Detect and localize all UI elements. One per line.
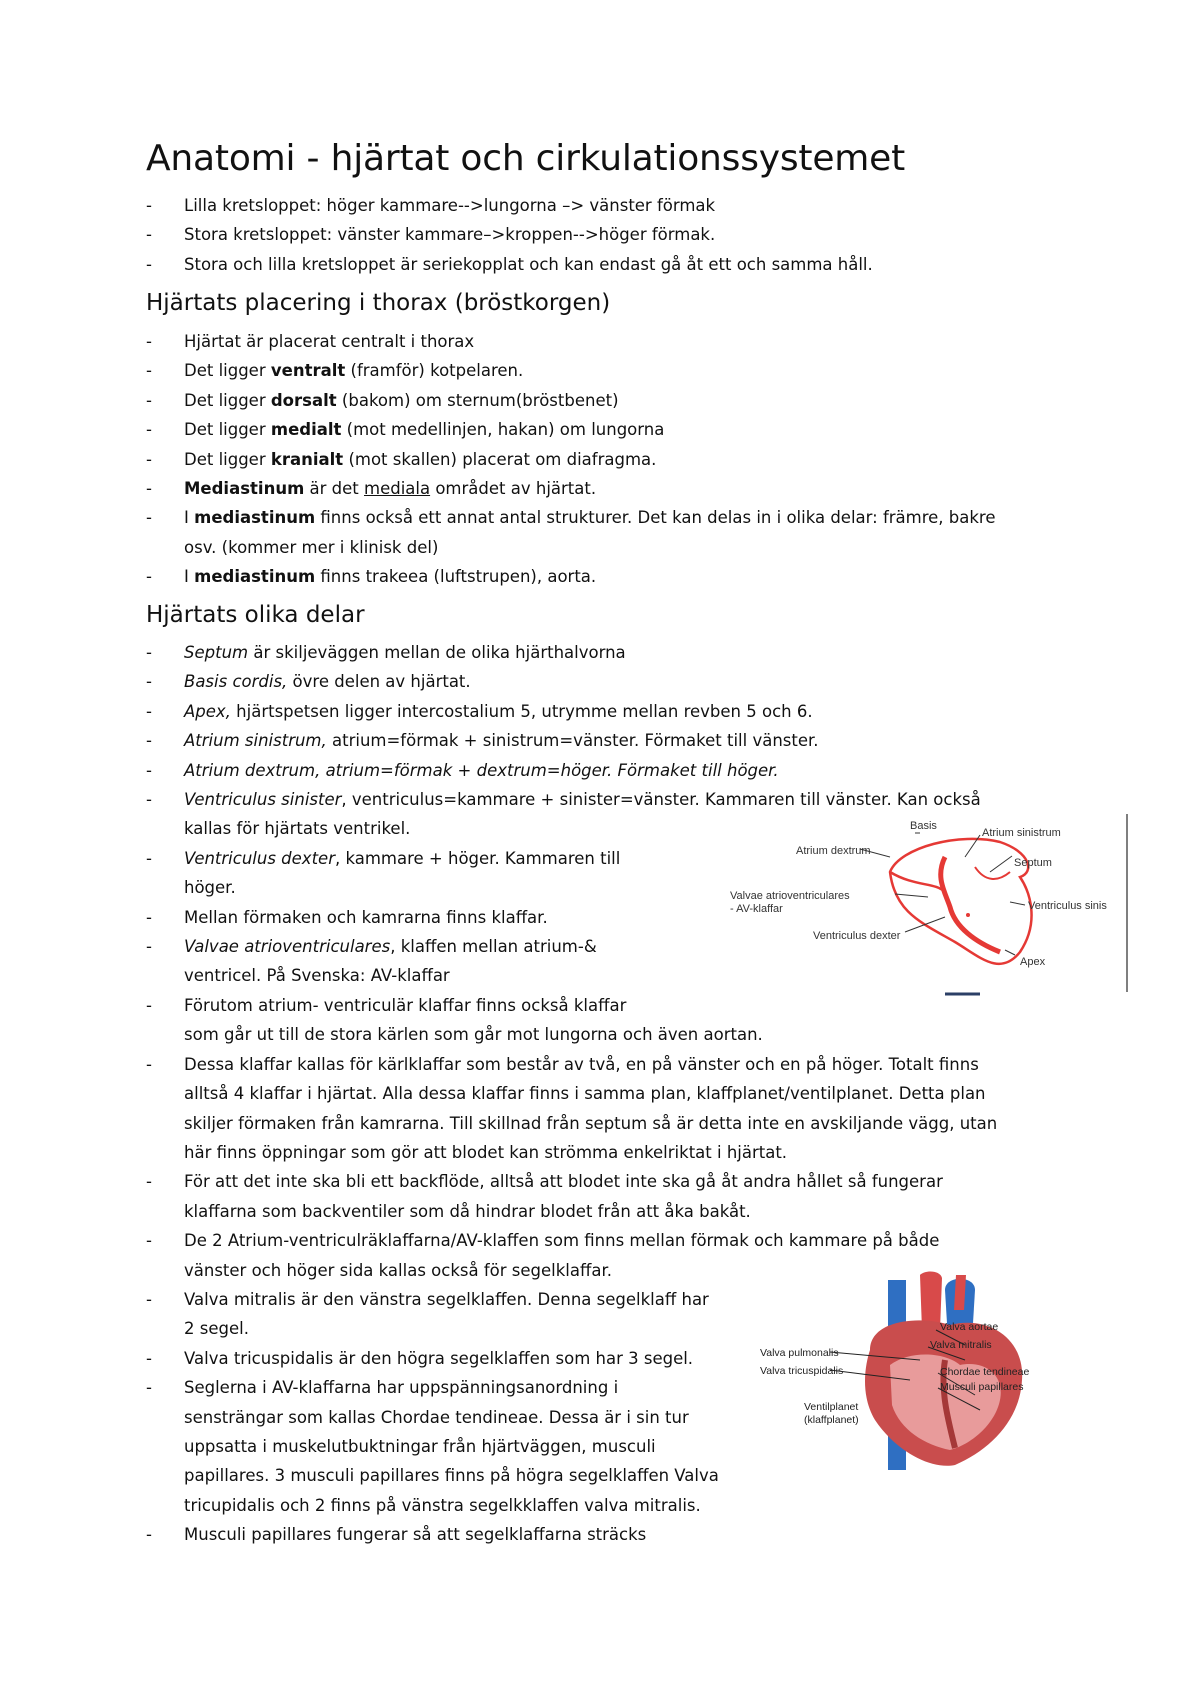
list-item: - Valva tricuspidalis är den högra segelklaffen som har 3 segel. bbox=[146, 1344, 1146, 1373]
label-valvae: Valvae atrioventriculares bbox=[730, 890, 850, 902]
list-item: - De 2 Atrium-ventriculräklaffarna/AV-klaffen som finns mellan förmak och kammare på både vänster och höger sida kallas också för segelklaffar. bbox=[146, 1226, 1146, 1285]
list-item: - Det ligger ventralt (framför) kotpelaren. bbox=[146, 356, 1146, 385]
label-valva-mitralis: Valva mitralis bbox=[930, 1339, 992, 1351]
atrium-curve bbox=[890, 872, 945, 892]
list-item: - I mediastinum finns trakeea (luftstrupen), aorta. bbox=[146, 562, 1146, 591]
list-item: - Ventriculus sinister, ventriculus=kammare + sinister=vänster. Kammaren till vänster. Kan också kallas för hjärtats ventrikel. bbox=[146, 785, 1146, 844]
list-item: - Valvae atrioventriculares, klaffen mellan atrium-& ventricel. På Svenska: AV-klaffar bbox=[146, 932, 1146, 991]
aorta-branch bbox=[954, 1275, 966, 1310]
list-item: - Stora och lilla kretsloppet är seriekopplat och kan endast gå åt ett och samma håll. bbox=[146, 250, 1146, 279]
heart-anatomy bbox=[760, 1270, 1105, 1490]
list-item: - Septum är skiljeväggen mellan de olika hjärthalvorna bbox=[146, 638, 1146, 667]
label-valva-pulmonalis: Valva pulmonalis bbox=[760, 1347, 839, 1359]
list-item: - Det ligger medialt (mot medellinjen, hakan) om lungorna bbox=[146, 415, 1146, 444]
section-heading-placering: Hjärtats placering i thorax (bröstkorgen) bbox=[146, 290, 611, 316]
heart-diagram bbox=[730, 812, 1130, 1004]
page-title: Anatomi - hjärtat och cirkulationssystemet bbox=[146, 138, 906, 179]
list-item: - Dessa klaffar kallas för kärlklaffar som består av två, en på vänster och en på höger. Totalt finns alltså 4 klaffar i hjärtat. Alla dessa klaffar finns i samma plan, klaffplanet/ventilplanet. Detta plan skiljer förmaken från kamrarna. Till skillnad från septum så är detta inte en avskiljande vägg, utan här finns öppningar som gör att blodet kan strömma enkelriktat i hjärtat. bbox=[146, 1050, 1146, 1168]
list-item: - Basis cordis, övre delen av hjärtat. bbox=[146, 667, 1146, 696]
list-item: - För att det inte ska bli ett backflöde, alltså att blodet inte ska gå åt andra hållet så fungerar klaffarna som backventiler som då hindrar blodet från att åka bakåt. bbox=[146, 1167, 1146, 1226]
label-klaffplanet: (klaffplanet) bbox=[804, 1414, 859, 1426]
list-item: - Det ligger dorsalt (bakom) om sternum(bröstbenet) bbox=[146, 386, 1146, 415]
list-item: - I mediastinum finns också ett annat antal strukturer. Det kan delas in i olika delar: främre, bakre osv. (kommer mer i klinisk del) bbox=[146, 503, 1146, 562]
label-av-klaffar: - AV-klaffar bbox=[730, 903, 783, 915]
list-item: - Förutom atrium- ventriculär klaffar finns också klaffar som går ut till de stora kärlen som går mot lungorna och även aortan. bbox=[146, 991, 1146, 1050]
label-valva-aortae: Valva aortae bbox=[940, 1321, 999, 1333]
list-item: - Musculi papillares fungerar så att segelklaffarna sträcks bbox=[146, 1520, 1146, 1549]
label-basis: Basis bbox=[910, 820, 937, 832]
placering-list bbox=[146, 327, 1146, 592]
dot-marker bbox=[966, 913, 970, 917]
list-item: - Atrium sinistrum, atrium=förmak + sinistrum=vänster. Förmaket till vänster. bbox=[146, 726, 1146, 755]
label-atrium-sinistrum: Atrium sinistrum bbox=[982, 827, 1061, 839]
list-item: - Atrium dextrum, atrium=förmak + dextrum=höger. Förmaket till höger. bbox=[146, 756, 1146, 785]
list-item: - Lilla kretsloppet: höger kammare-->lungorna –> vänster förmak bbox=[146, 191, 1146, 220]
heart-anatomy-figure bbox=[760, 1270, 1105, 1490]
label-atrium-dextrum: Atrium dextrum bbox=[796, 845, 871, 857]
left-atrium-curve bbox=[975, 867, 1010, 879]
label-septum: Septum bbox=[1014, 857, 1052, 869]
list-item: - Mellan förmaken och kamrarna finns klaffar. bbox=[146, 903, 1146, 932]
label-musculi-papillares: Musculi papillares bbox=[940, 1381, 1024, 1393]
list-item: - Apex, hjärtspetsen ligger intercostalium 5, utrymme mellan revben 5 och 6. bbox=[146, 697, 1146, 726]
list-item: - Det ligger kranialt (mot skallen) placerat om diafragma. bbox=[146, 445, 1146, 474]
label-ventriculus-sinister: Ventriculus sinis bbox=[1028, 900, 1107, 912]
list-item: - Mediastinum är det mediala området av hjärtat. bbox=[146, 474, 1146, 503]
list-item: - Valva mitralis är den vänstra segelklaffen. Denna segelklaff har 2 segel. bbox=[146, 1285, 1146, 1344]
heart-diagram-figure bbox=[730, 812, 1130, 1004]
intro-list bbox=[146, 191, 1146, 279]
list-item: - Hjärtat är placerat centralt i thorax bbox=[146, 327, 1146, 356]
list-item: - Ventriculus dexter, kammare + höger. Kammaren till höger. bbox=[146, 844, 1146, 903]
list-item: - Stora kretsloppet: vänster kammare–>kroppen-->höger förmak. bbox=[146, 220, 1146, 249]
label-ventilplanet: Ventilplanet bbox=[804, 1401, 859, 1413]
section-heading-delar: Hjärtats olika delar bbox=[146, 602, 365, 628]
label-valva-tricuspidalis: Valva tricuspidalis bbox=[760, 1365, 844, 1377]
label-apex: Apex bbox=[1020, 956, 1046, 968]
list-item: - Seglerna i AV-klaffarna har uppspänningsanordning i sensträngar som kallas Chordae tendineae. Dessa är i sin tur uppsatta i muskelutbuktningar från hjärtväggen, musculi papillares. 3 musculi papillares finns på högra segelklaffen Valva tricupidalis och 2 finns på vänstra segelkklaffen valva mitralis. bbox=[146, 1373, 1146, 1520]
label-ventriculus-dexter: Ventriculus dexter bbox=[813, 930, 901, 942]
label-chordae-tendineae: Chordae tendineae bbox=[940, 1366, 1030, 1378]
